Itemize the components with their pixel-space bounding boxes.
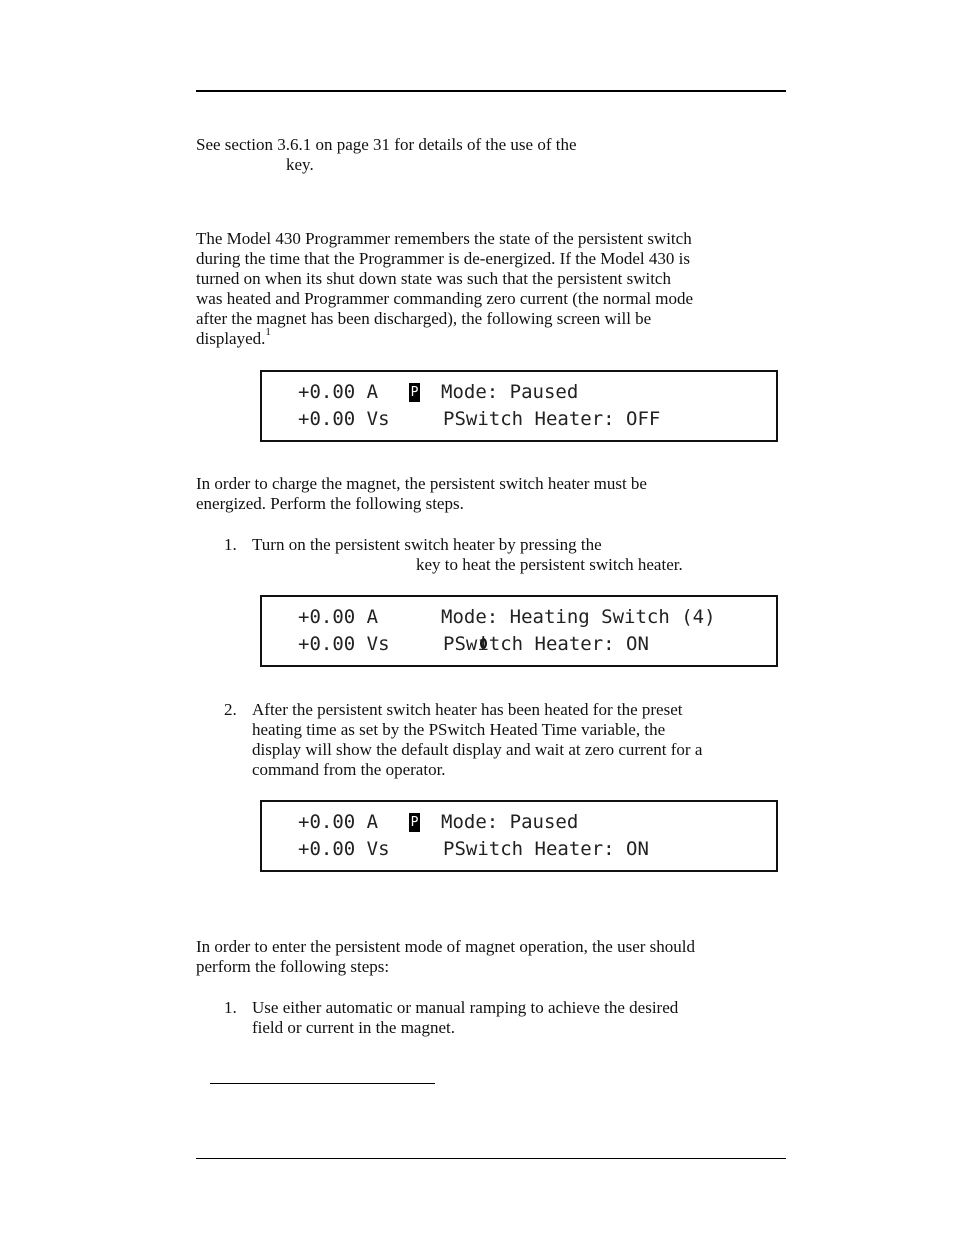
lcd-indicator-p: P — [410, 385, 419, 400]
step-heat-switch — [224, 535, 789, 575]
lcd-current: +0.00 A — [298, 606, 379, 628]
persistent-line1: In order to enter the persistent mode of magnet operation, the user should — [196, 937, 695, 956]
lcd-pswitch-status: PSwitch Heater: ON — [443, 838, 649, 860]
step-ramping — [224, 998, 789, 1038]
step-line2: key to heat the persistent switch heater. — [416, 555, 683, 574]
intro-line: during the time that the Programmer is de-energized. If the Model 430 is — [196, 249, 690, 268]
lcd-row-1 — [298, 811, 579, 833]
lcd-display-paused-on — [260, 800, 778, 872]
lcd-row-1 — [298, 606, 716, 628]
charge-line1: In order to charge the magnet, the persistent switch heater must be — [196, 474, 647, 493]
lcd-voltage: +0.00 Vs — [298, 633, 390, 655]
step-line2: field or current in the magnet. — [252, 1018, 455, 1037]
step-line: After the persistent switch heater has been heated for the preset — [252, 700, 683, 719]
lcd-mode: Mode: Heating Switch (4) — [441, 606, 716, 628]
see-section-line1: See section 3.6.1 on page 31 for details of the use of the — [196, 135, 577, 154]
step-line: heating time as set by the PSwitch Heated Time variable, the — [252, 720, 666, 739]
lcd-voltage: +0.00 Vs — [298, 838, 390, 860]
step-preset-heating — [224, 700, 789, 780]
footnote-reference[interactable]: 1 — [265, 326, 271, 339]
persistent-line2: perform the following steps: — [196, 957, 390, 976]
footnote-separator — [210, 1083, 435, 1084]
paragraph-see-section — [196, 135, 788, 175]
lcd-display-paused-off — [260, 370, 778, 442]
lcd-current: +0.00 A — [298, 811, 379, 833]
intro-line: turned on when its shut down state was such that the persistent switch — [196, 269, 671, 288]
lcd-mode: Mode: Paused — [441, 381, 579, 403]
lcd-row-1 — [298, 381, 579, 403]
step-line1: Use either automatic or manual ramping to achieve the desired — [252, 998, 679, 1017]
lcd-display-heating — [260, 595, 778, 667]
lcd-mode: Mode: Paused — [441, 811, 579, 833]
lcd-row-2 — [298, 838, 649, 860]
lcd-row-2 — [298, 408, 661, 430]
lcd-voltage: +0.00 Vs — [298, 408, 390, 430]
step-number: 2. — [224, 700, 237, 719]
intro-last-line: displayed. — [196, 329, 266, 348]
paragraph-charge — [196, 474, 788, 514]
lcd-pswitch-status: PSwitch Heater: ON — [443, 633, 649, 655]
paragraph-intro — [196, 229, 788, 349]
lcd-row-2 — [298, 633, 649, 655]
paragraph-persistent-mode — [196, 937, 788, 977]
step-line: display will show the default display and wait at zero current for a — [252, 740, 703, 759]
intro-line: was heated and Programmer commanding zero current (the normal mode — [196, 289, 694, 308]
step-line1: Turn on the persistent switch heater by pressing the — [252, 535, 602, 554]
footer-rule — [196, 1158, 786, 1159]
step-number: 1. — [224, 535, 237, 554]
see-section-line2: key. — [286, 155, 314, 174]
intro-line: after the magnet has been discharged), the following screen will be — [196, 309, 652, 328]
lcd-current: +0.00 A — [298, 381, 379, 403]
step-line: command from the operator. — [252, 760, 446, 779]
lcd-pswitch-status: PSwitch Heater: OFF — [443, 408, 661, 430]
intro-line: The Model 430 Programmer remembers the state of the persistent switch — [196, 229, 692, 248]
heating-switch-icon — [409, 611, 420, 624]
charge-line2: energized. Perform the following steps. — [196, 494, 464, 513]
lcd-indicator-p: P — [410, 815, 419, 830]
header-rule — [196, 90, 786, 92]
step-number: 1. — [224, 998, 237, 1017]
